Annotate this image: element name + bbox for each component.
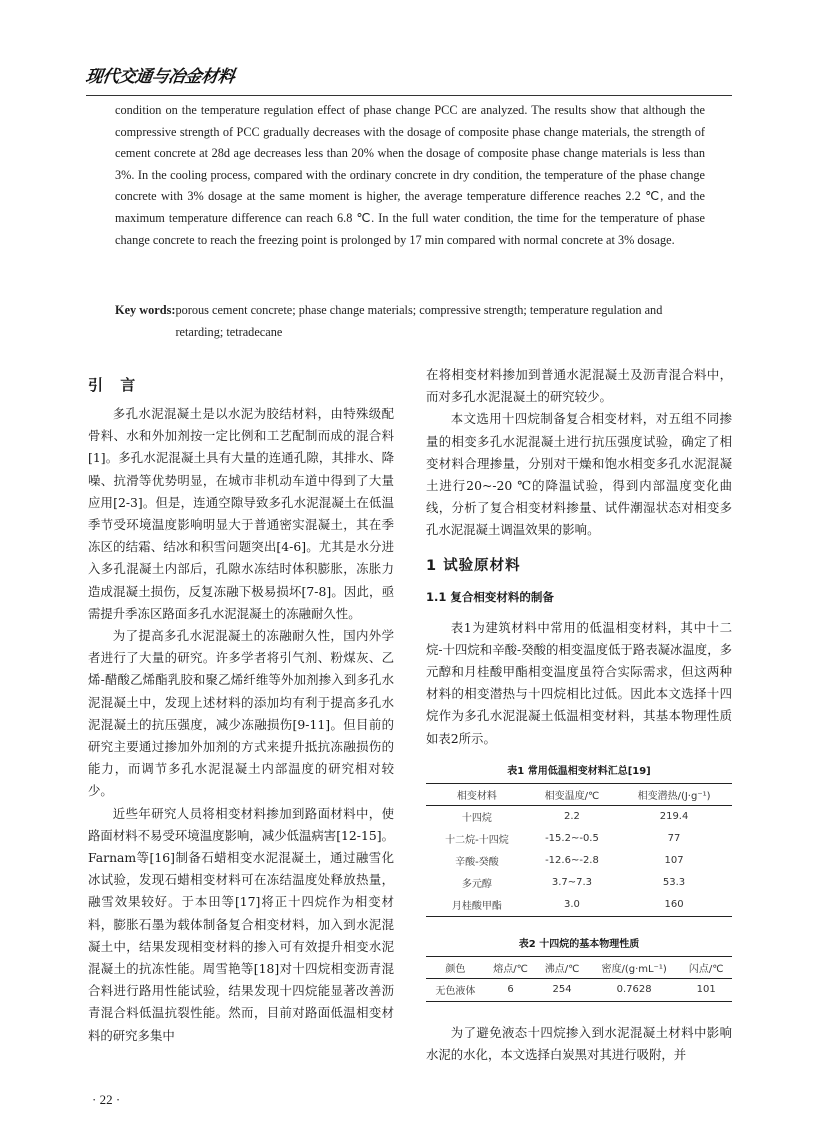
table-cell: 十二烷-十四烷 [445, 835, 509, 847]
intro-paragraph-4: 本文选用十四烷制备复合相变材料，对五组不同掺量的相变多孔水泥混凝土进行抗压强度试验，确定了相变材料合理掺量，分别对干燥和饱水相变多孔水泥混凝土进行20~-20 ℃的降温试验，得到内部温度变化曲线，分析了复合相变材料掺量、试件潮湿状态对相变多孔水泥混凝土调温效果的影响。 [426, 411, 732, 538]
left-column [88, 364, 394, 1047]
table-cell: 2.2 [564, 811, 580, 823]
table-cell: 十四烷 [461, 813, 492, 825]
table-cell: 3.7~7.3 [551, 877, 593, 889]
table-cell: 219.4 [659, 811, 689, 823]
table-1-header: 相变潜热/(J·g⁻¹) [616, 783, 732, 805]
table-cell: 无色液体 [426, 978, 485, 1001]
table-row [426, 850, 732, 872]
table-cell: 月桂酸甲酯 [426, 894, 528, 917]
table-2-caption: 表2 十四烷的基本物理性质 [518, 938, 640, 950]
journal-logo: 现代交通与冶金材料 [84, 67, 236, 87]
table-cell: 3.0 [528, 894, 616, 917]
table-cell: 77 [667, 833, 681, 845]
table-cell: 多元醇 [461, 879, 492, 891]
table-row [426, 894, 732, 917]
intro-paragraph-1: 多孔水泥混凝土是以水泥为胶结材料，由特殊级配骨料、水和外加剂按一定比例和工艺配制而成的混合料[1]。多孔水泥混凝土具有大量的连通孔隙，其排水、降噪、抗滑等优势明显，在城市非机动车道中得到了大量应用[2-3]。但是，连通空隙导致多孔水泥混凝土在低温季节受环境温度影响明显大于普通密实混凝土，其在季冻区的结霜、结冰和积雪问题突出[4-6]。尤其是水分进入多孔混凝土内部后，孔隙水冻结时体积膨胀，冻胀力造成混凝土损伤，反复冻融下极易损坏[7-8]。因此，亟需提升季冻区路面多孔水泥混凝土的冻融耐久性。 [88, 406, 394, 621]
table-1-caption: 表1 常用低温相变材料汇总[19] [507, 765, 651, 777]
section-1-1-title: 1.1 复合相变材料的制备 [426, 589, 554, 604]
section-1-title: 1 试验原材料 [426, 557, 521, 574]
header-rule [86, 95, 732, 96]
intro-paragraph-3: 近些年研究人员将相变材料掺加到路面材料中，使路面材料不易受环境温度影响，减少低温病害[12-15]。Farnam等[16]制备石蜡相变水泥混凝土，通过融雪化冰试验，发现石蜡相变材料可在冻结温度处释放热量，融雪效果较好。于本田等[17]将正十四烷作为相变材料，膨胀石墨为载体制备复合相变材料，加入到水泥混凝土中，结果发现相变材料的掺入可有效提升相变水泥混凝土的抗冻性能。周雪艳等[18]对十四烷相变沥青混合料进行路用性能试验，结果发现十四烷能显著改善沥青混合料低温抗裂性能。然而，目前对路面低温相变材料的研究多集中 [88, 805, 394, 1043]
keywords [115, 300, 705, 343]
table-row [426, 805, 732, 828]
table-cell: -12.6~-2.8 [545, 855, 599, 867]
table-1-header: 相变温度/℃ [528, 783, 616, 805]
keywords-text: porous cement concrete; phase change materials; compressive strength; temperature regulation and retarding; tetradecane [175, 303, 663, 339]
table-2 [426, 956, 732, 1002]
table-2-header: 沸点/℃ [536, 956, 588, 978]
table-row [426, 978, 732, 1001]
table-2-header: 颜色 [426, 956, 485, 978]
table-1-header: 相变材料 [426, 783, 528, 805]
table-cell: -15.2~-0.5 [545, 833, 599, 845]
table-2-header: 密度/(g·mL⁻¹) [588, 956, 681, 978]
right-column [426, 364, 732, 1066]
page-number: · 22 · [92, 1092, 121, 1107]
keywords-label: Key words: [115, 303, 176, 317]
section-1-paragraph-1: 表1为建筑材料中常用的低温相变材料，其中十二烷-十四烷和辛酸-癸酸的相变温度低于路表凝冰温度，多元醇和月桂酸甲酯相变温度虽符合实际需求，但这两种材料的相变潜热与十四烷相比过低。因此本文选择十四烷作为多孔水泥混凝土低温相变材料，其基本物理性质如表2所示。 [426, 619, 732, 746]
table-cell: 53.3 [662, 877, 686, 889]
table-2-header: 闪点/℃ [680, 956, 732, 978]
table-2-header: 熔点/℃ [485, 956, 537, 978]
table-1 [426, 783, 732, 917]
intro-paragraph-3-continued: 在将相变材料掺加到普通水泥混凝土及沥青混合料中，而对多孔水泥混凝土的研究较少。 [426, 367, 732, 405]
table-row [426, 828, 732, 850]
section-1-paragraph-2: 为了避免液态十四烷掺入到水泥混凝土材料中影响水泥的水化，本文选择白炭黑对其进行吸附，并 [426, 1024, 732, 1063]
table-cell: 辛酸-癸酸 [455, 857, 499, 869]
intro-paragraph-2: 为了提高多孔水泥混凝土的冻融耐久性，国内外学者进行了大量的研究。许多学者将引气剂、粉煤灰、乙烯-醋酸乙烯酯乳胶和聚乙烯纤维等外加剂掺入到多孔水泥混凝土中，发现上述材料的添加均有利于提高多孔水泥混凝土的抗压强度，减少冻融损伤[9-11]。但目前的研究主要通过掺加外加剂的方式来提升抵抗冻融损伤的能力，而调节多孔水泥混凝土内部温度的研究相对较少。 [88, 628, 394, 799]
intro-title: 引 言 [88, 376, 142, 394]
table-cell: 107 [664, 855, 684, 867]
table-cell: 6 [485, 978, 537, 1001]
table-row [426, 872, 732, 894]
table-cell: 101 [680, 978, 732, 1001]
table-cell: 160 [616, 894, 732, 917]
abstract-text: condition on the temperature regulation effect of phase change PCC are analyzed. The results show that although the compressive strength of PCC gradually decreases with the dosage of composite phase change materials, the strength of cement concrete at 28d age decreases less than 20% when the dosage of composite phase change materials is less than 3%. In the cooling process, compared with the ordinary concrete in dry condition, the temperature of the phase change concrete with 3% dosage at the same moment is higher, the average temperature difference reaches 2.2 ℃, and the maximum temperature difference can reach 6.8 ℃. In the full water condition, the time for the temperature of phase change concrete to reach the freezing point is prolonged by 17 min compared with normal concrete at 3% dosage. [115, 103, 705, 247]
table-cell: 0.7628 [588, 978, 681, 1001]
table-cell: 254 [536, 978, 588, 1001]
